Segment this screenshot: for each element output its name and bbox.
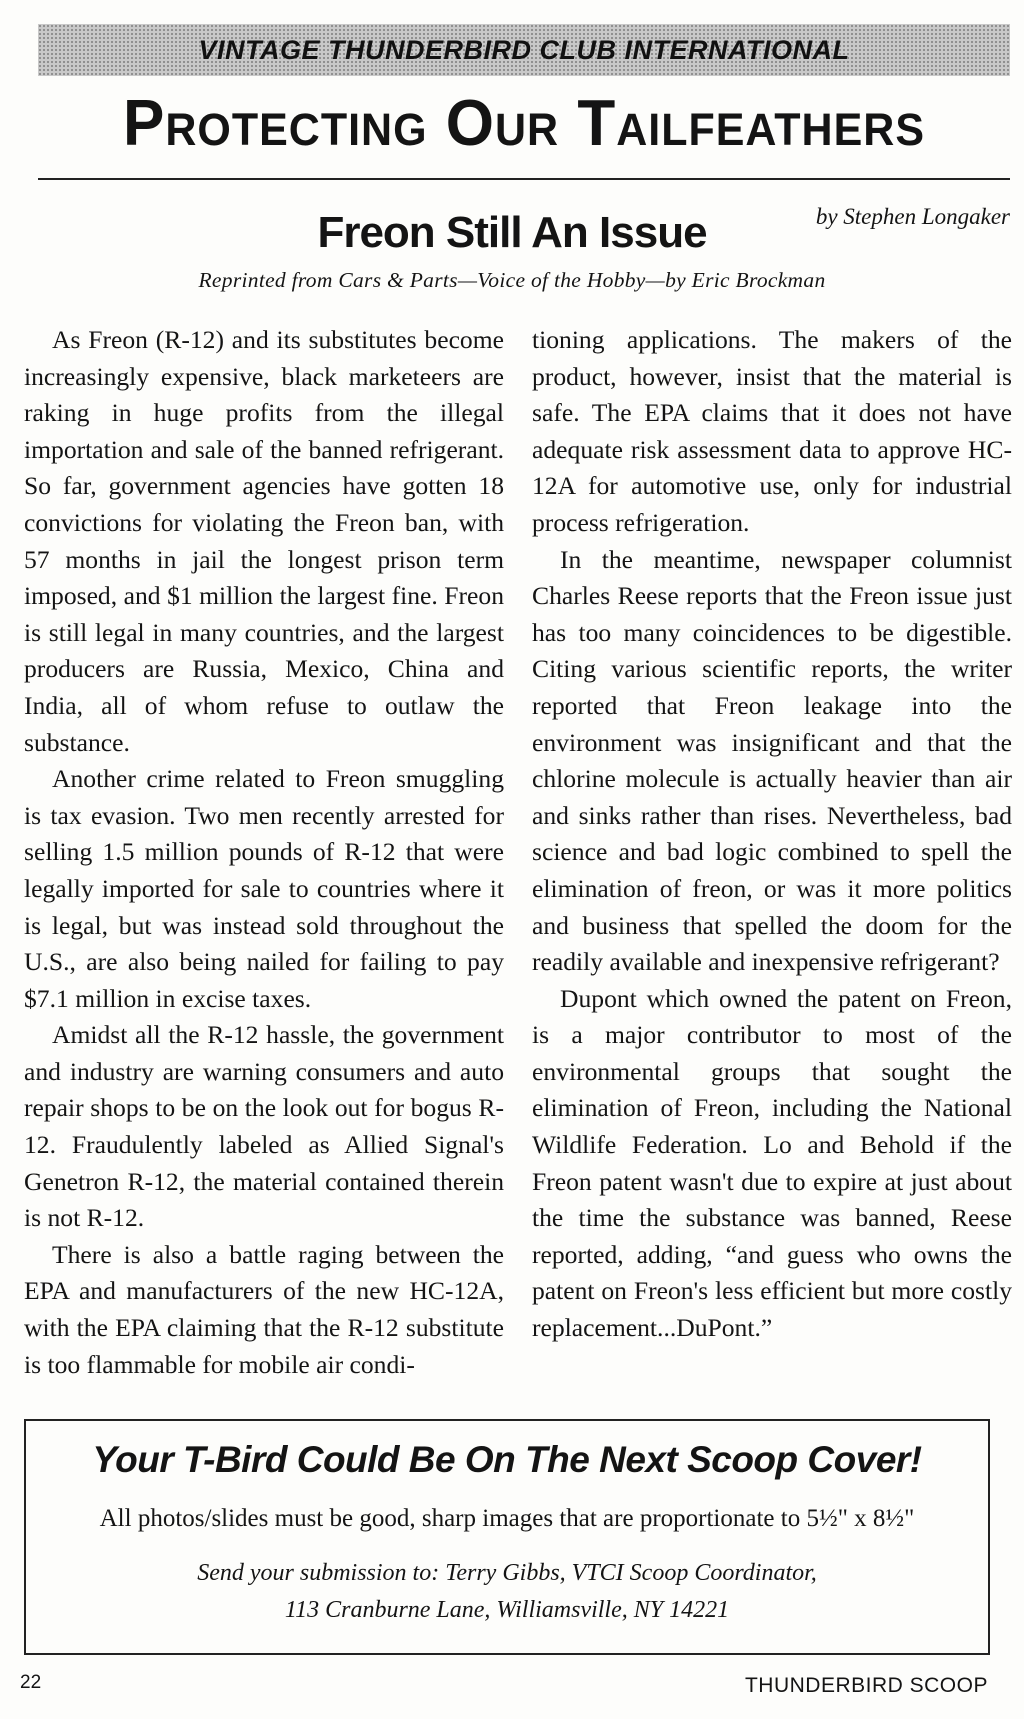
article-paragraph: Dupont which owned the patent on Freon, is a major contributor to most of the environmental groups that sought the elimination of Freon, including the National Wildlife Federation. Lo and Behold if the Freon patent wasn't due to expire at just about the time the substance was banned, Reese reported, adding, “and guess who owns the patent on Freon's less efficient but more costly replacement...DuPont.” — [532, 983, 1012, 1343]
article-paragraph: In the meantime, newspaper columnist Charles Reese reports that the Freon issue just has too many coincidences to be digestible. Citing various scientific reports, the writer reported that Freon leakage into the environment was insignificant and that the chlorine molecule is actually heavier than air and sinks rather than rises. Nevertheless, bad science and bad logic combined to spell the elimination of freon, or was it more politics and business that spelled the doom for the readily available and inexpensive refrigerant? — [532, 544, 1012, 977]
article-paragraph: There is also a battle raging between the EPA and manufacturers of the new HC-12A, with the EPA claiming that the R-12 substitute is too flammable for mobile air condi- — [24, 1239, 504, 1379]
article-paragraph: Amidst all the R-12 hassle, the government and industry are warning consumers and auto repair shops to be on the look out for bogus R-12. Fraudulently labeled as Allied Signal's Genetron R-12, the material contained therein is not R-12. — [24, 1020, 504, 1233]
masthead-band — [38, 24, 1010, 76]
article-title: Freon Still An Issue — [317, 208, 707, 257]
publication-name: THUNDERBIRD SCOOP — [744, 1674, 988, 1697]
article-paragraph: Another crime related to Freon smuggling is tax evasion. Two men recently arrested for selling 1.5 million pounds of R-12 that were legally imported for sale to countries where it is legal, but was instead sold throughout the U.S., are also being nailed for failing to pay $7.1 million in excise taxes. — [24, 764, 504, 1013]
club-name: VINTAGE THUNDERBIRD CLUB INTERNATIONAL — [198, 34, 850, 65]
notice-address-line: Send your submission to: Terry Gibbs, VTCI Scoop Coordinator, — [197, 1560, 817, 1586]
article-column-right — [532, 322, 1012, 1347]
notice-body: All photos/slides must be good, sharp images that are proportionate to 5½" x 8½" — [99, 1505, 915, 1532]
reprint-note: Reprinted from Cars & Parts—Voice of the Hobby—by Eric Brockman — [198, 268, 826, 292]
title-divider — [38, 178, 1010, 180]
notice-address-line: 113 Cranburne Lane, Williamsville, NY 14221 — [284, 1597, 730, 1623]
notice-address — [26, 1555, 988, 1629]
article-paragraph-continued: tioning applications. The makers of the product, however, insist that the material is safe. The EPA claims that it does not have adequate risk assessment data to approve HC-12A for automotive use, only for industrial process refrigeration. — [532, 325, 1012, 537]
notice-headline: Your T-Bird Could Be On The Next Scoop Cover! — [92, 1439, 922, 1480]
submission-notice-box — [24, 1419, 990, 1655]
article-column-left — [24, 322, 504, 1383]
article-byline: by Stephen Longaker — [815, 204, 1010, 229]
article-paragraph: As Freon (R-12) and its substitutes become increasingly expensive, black marketeers are raking in huge profits from the illegal importation and sale of the banned refrigerant. So far, government agencies have gotten 18 convictions for violating the Freon ban, with 57 months in jail the longest prison term imposed, and $1 million the largest fine. Freon is still legal in many countries, and the largest producers are Russia, Mexico, China and India, all of whom refuse to outlaw the substance. — [24, 325, 504, 757]
page-number: 22 — [20, 1672, 42, 1693]
section-title: Protecting Our Tailfeathers — [122, 87, 926, 160]
